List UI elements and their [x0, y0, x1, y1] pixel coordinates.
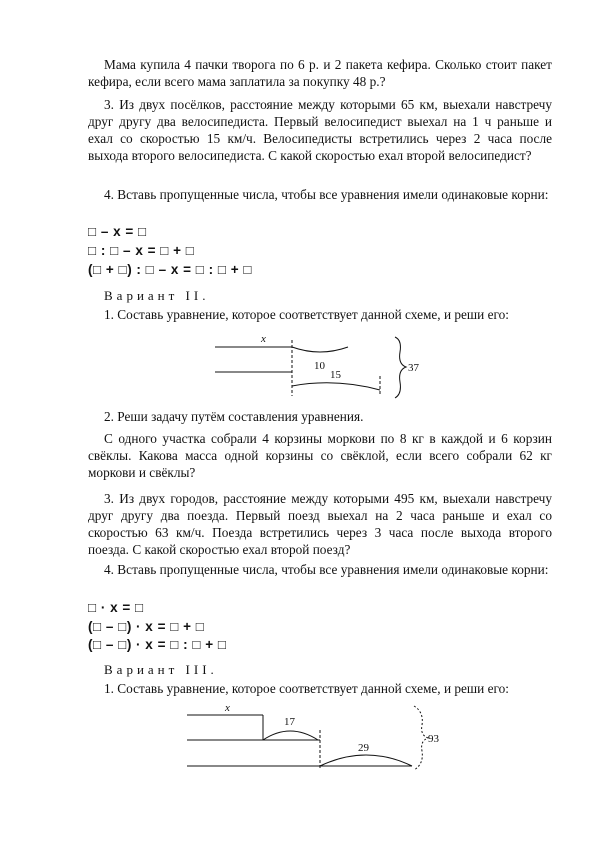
v2-scheme-x-label: x: [261, 333, 266, 345]
v3-scheme-x-label: x: [225, 702, 230, 714]
v1-equation-3: (□ + □) : □ – x = □ : □ + □: [88, 262, 253, 277]
v3-task1-text: 1. Составь уравнение, которое соответствует данной схеме, и реши его:: [104, 681, 509, 696]
v1-task3-text: 3. Из двух посёлков, расстояние между которыми 65 км, выехали навстречу друг другу два велосипедиста. Первый велосипедист выехал на 1 ч раньше и ехал со скоростью 15 км/ч. Велосипедисты встретились через 2 часа после выхода второго велосипедиста. С какой скоростью ехал второй велосипедист?: [88, 97, 552, 163]
v2-task2-body: С одного участка собрали 4 корзины моркови по 8 кг в каждой и 6 корзин свёклы. Какова масса одной корзины со свёклой, если всего собрали 62 кг моркови и свёклы?: [88, 431, 552, 480]
v1-equation-2: □ : □ – x = □ + □: [88, 243, 195, 258]
v3-heading: Вариант III.: [104, 662, 218, 677]
v2-task4-text: 4. Вставь пропущенные числа, чтобы все уравнения имели одинаковые корни:: [104, 562, 549, 577]
v2-scheme: [215, 333, 420, 398]
v3-scheme-a-label: 17: [284, 716, 295, 728]
v2-scheme-b-label: 15: [330, 369, 341, 381]
v2-task3-text: 3. Из двух городов, расстояние между которыми 495 км, выехали навстречу друг другу два поезда. Первый поезд выехал на 2 часа раньше и ехал со скоростью 63 км/ч. Поезда встретились через 3 часа после выхода второго поезда. С какой скоростью ехал второй поезд?: [88, 491, 552, 557]
v3-scheme: [187, 702, 440, 770]
v1-task4-text: 4. Вставь пропущенные числа, чтобы все уравнения имели одинаковые корни:: [104, 187, 549, 202]
v2-heading: Вариант II.: [104, 288, 210, 303]
v1-task2-text: Мама купила 4 пачки творога по 6 р. и 2 пакета кефира. Сколько стоит пакет кефира, если всего мама заплатила за покупку 48 р.?: [88, 57, 552, 89]
v2-equation-2: (□ – □) · x = □ + □: [88, 619, 205, 634]
v2-equation-1: □ · x = □: [88, 600, 144, 615]
v2-equation-3: (□ – □) · x = □ : □ + □: [88, 637, 227, 652]
v3-scheme-b-label: 29: [358, 742, 369, 754]
v2-task1-text: 1. Составь уравнение, которое соответствует данной схеме, и реши его:: [104, 307, 509, 322]
v3-scheme-total-label: 93: [428, 733, 439, 745]
v2-task2-text: 2. Реши задачу путём составления уравнения.: [104, 409, 364, 424]
v2-scheme-total-label: 37: [408, 362, 419, 374]
v2-scheme-a-label: 10: [314, 360, 325, 372]
v1-equation-1: □ – x = □: [88, 224, 147, 239]
